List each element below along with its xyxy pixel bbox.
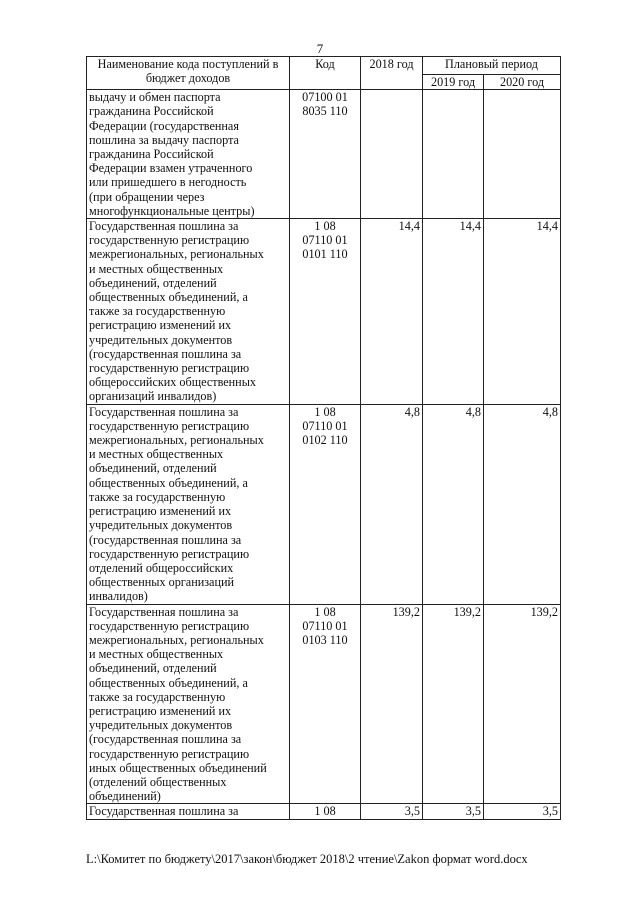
row-code: 1 08 07110 01 0101 110 <box>290 219 361 405</box>
row-2020 <box>484 90 561 219</box>
row-2020: 4,8 <box>484 404 561 604</box>
row-code: 1 08 07110 01 0102 110 <box>290 404 361 604</box>
row-code: 1 08 07110 01 0103 110 <box>290 604 361 804</box>
row-2018: 139,2 <box>361 604 423 804</box>
table-row <box>87 404 561 604</box>
row-2019: 139,2 <box>423 604 484 804</box>
header-planned-period: Плановый период <box>423 57 561 75</box>
row-2020: 3,5 <box>484 804 561 819</box>
revenue-table <box>86 56 561 820</box>
row-2019 <box>423 90 484 219</box>
row-name: Государственная пошлина за <box>87 804 290 819</box>
row-2018: 14,4 <box>361 219 423 405</box>
row-name: Государственная пошлина за государственную регистрацию межрегиональных, региональных и местных общественных объединений, отделений общественных объединений, а также за государственную регистрацию изменений их учредительных документов (государственная пошлина за государственную регистрацию общероссийских общественных организаций инвалидов) <box>87 219 290 405</box>
row-2019: 3,5 <box>423 804 484 819</box>
row-code: 07100 01 8035 110 <box>290 90 361 219</box>
table-row <box>87 804 561 819</box>
header-code: Код <box>290 57 361 90</box>
header-2020: 2020 год <box>484 75 561 90</box>
row-2018 <box>361 90 423 219</box>
row-2020: 14,4 <box>484 219 561 405</box>
row-2019: 14,4 <box>423 219 484 405</box>
row-2020: 139,2 <box>484 604 561 804</box>
row-2018: 4,8 <box>361 404 423 604</box>
row-name: Государственная пошлина за государственную регистрацию межрегиональных, региональных и местных общественных объединений, отделений общественных объединений, а также за государственную регистрацию изменений их учредительных документов (государственная пошлина за государственную регистрацию отделений общероссийских общественных организаций инвалидов) <box>87 404 290 604</box>
page-number: 7 <box>316 41 324 56</box>
row-2019: 4,8 <box>423 404 484 604</box>
row-name: выдачу и обмен паспорта гражданина Российской Федерации (государственная пошлина за выдачу паспорта гражданина Российской Федерации взамен утраченного или пришедшего в негодность (при обращении через многофункциональные центры) <box>87 90 290 219</box>
table-row <box>87 219 561 405</box>
header-2019: 2019 год <box>423 75 484 90</box>
table-row <box>87 90 561 219</box>
row-code: 1 08 <box>290 804 361 819</box>
row-name: Государственная пошлина за государственную регистрацию межрегиональных, региональных и местных общественных объединений, отделений общественных объединений, а также за государственную регистрацию изменений их учредительных документов (государственная пошлина за государственную регистрацию иных общественных объединений (отделений общественных объединений) <box>87 604 290 804</box>
header-2018: 2018 год <box>361 57 423 90</box>
header-name: Наименование кода поступлений в бюджет доходов <box>87 57 290 90</box>
row-2018: 3,5 <box>361 804 423 819</box>
file-path-footer: L:\Комитет по бюджету\2017\закон\бюджет 2018\2 чтение\Zakon формат word.docx <box>86 852 528 866</box>
table-row <box>87 604 561 804</box>
